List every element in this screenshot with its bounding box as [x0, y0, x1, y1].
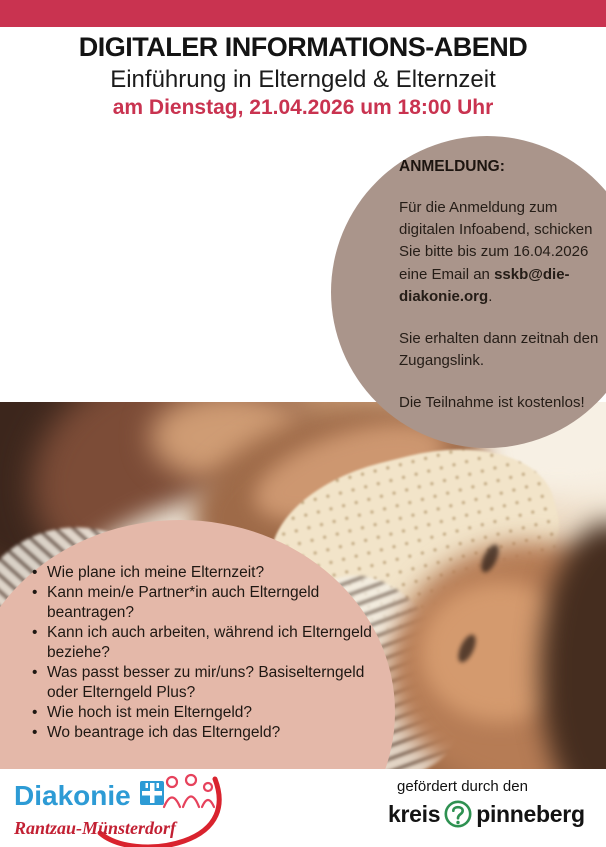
header — [0, 33, 606, 120]
diakonie-region: Rantzau-Münsterdorf — [14, 818, 177, 838]
pinneberg-word: pinneberg — [476, 800, 585, 827]
question-item: • Wie hoch ist mein Elterngeld? — [30, 703, 390, 723]
kreis-pinneberg-logo — [388, 799, 606, 829]
registration-text-after: . — [488, 287, 493, 305]
diakonie-wordmark: Diakonie — [14, 780, 131, 811]
registration-text-before: Für die Anmeldung zum digitalen Infoabend, schicken Sie bitte bis zum 16.04.2026 eine Email an — [399, 199, 593, 283]
question-item: • Was passt besser zu mir/uns? Basiselterngeld oder Elterngeld Plus? — [30, 663, 390, 703]
page-title: DIGITALER INFORMATIONS-ABEND — [78, 32, 528, 62]
footer — [0, 769, 606, 847]
email-address: sskb@die-diakonie.org — [399, 265, 570, 305]
questions-list — [30, 563, 390, 743]
event-datetime: am Dienstag, 21.04.2026 um 18:00 Uhr — [112, 96, 494, 120]
question-item: • Wo beantrage ich das Elterngeld? — [30, 723, 390, 743]
diakonie-logo — [12, 771, 224, 847]
registration-instructions — [399, 197, 604, 308]
family-figures-icon — [164, 775, 214, 807]
question-item: • Wie plane ich meine Elternzeit? — [30, 563, 390, 583]
access-link-note: Sie erhalten dann zeitnah den Zugangslink. — [399, 329, 599, 370]
question-item: • Kann mein/e Partner*in auch Elterngeld beantragen? — [30, 583, 390, 623]
question-item: • Kann ich auch arbeiten, während ich Elterngeld beziehe? — [30, 623, 390, 663]
kronenkreuz-icon — [140, 781, 164, 805]
top-color-bar — [0, 0, 606, 27]
page-subtitle: Einführung in Elterngeld & Elternzeit — [110, 65, 496, 93]
free-of-charge-note: Die Teilnahme ist kostenlos! — [399, 394, 585, 412]
kreis-word: kreis — [388, 800, 441, 827]
funding-label: gefördert durch den — [397, 778, 528, 795]
registration-heading: ANMELDUNG: — [399, 158, 505, 175]
funding-block — [388, 778, 606, 829]
green-question-ring-icon — [443, 799, 473, 829]
